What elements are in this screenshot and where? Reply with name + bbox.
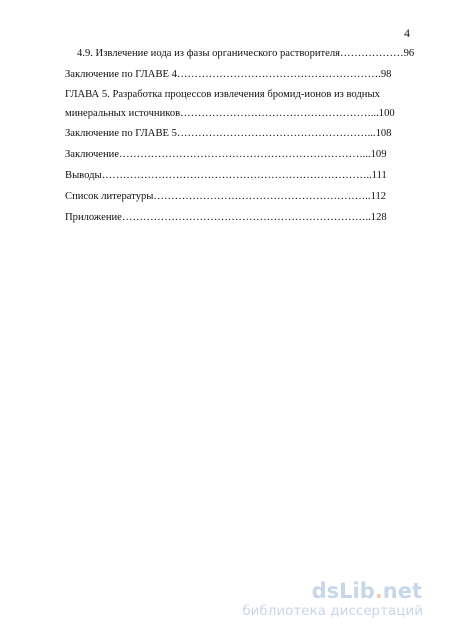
toc-entry-4-9 bbox=[0, 43, 450, 64]
toc-entry-appendix bbox=[0, 207, 450, 228]
toc-entry-text: Приложение……………………………………………………………..128 bbox=[65, 212, 387, 223]
toc-entry-text: 4.9. Извлечение иода из фазы органического растворителя………………96 bbox=[77, 48, 415, 59]
toc-entry-text: Выводы…………………………………………………………………..111 bbox=[65, 170, 387, 181]
toc-entry-conclusion-ch5 bbox=[0, 123, 450, 144]
toc-entry-findings bbox=[0, 165, 450, 186]
toc-entry-text: Список литературы……………………………………………………..112 bbox=[65, 191, 387, 202]
watermark-logo-dot: . bbox=[374, 579, 383, 603]
table-of-contents bbox=[0, 43, 450, 228]
toc-entry-conclusion bbox=[0, 144, 450, 165]
toc-entry-text: Заключение по ГЛАВЕ 5………………………………………………...108 bbox=[65, 128, 392, 139]
toc-entry-text: ГЛАВА 5. Разработка процессов извлечения бромид-ионов из водных bbox=[65, 89, 380, 100]
watermark-subtitle: библиотека диссертаций bbox=[242, 603, 423, 619]
page-number: 4 bbox=[404, 26, 410, 40]
toc-entry-text-continued: минеральных источников………………………………………………...100 bbox=[65, 108, 395, 119]
toc-entry-references bbox=[0, 186, 450, 207]
toc-entry-text: Заключение по ГЛАВЕ 4………………………………………………….98 bbox=[65, 69, 392, 80]
toc-entry-text: Заключение……………………………………………………………...109 bbox=[65, 149, 387, 160]
toc-entry-conclusion-ch4 bbox=[0, 64, 450, 85]
watermark-logo-main: dsLib bbox=[311, 579, 375, 603]
watermark-logo-tld: net bbox=[382, 579, 422, 603]
toc-entry-chapter-5 bbox=[0, 85, 450, 123]
watermark-logo bbox=[312, 579, 422, 603]
